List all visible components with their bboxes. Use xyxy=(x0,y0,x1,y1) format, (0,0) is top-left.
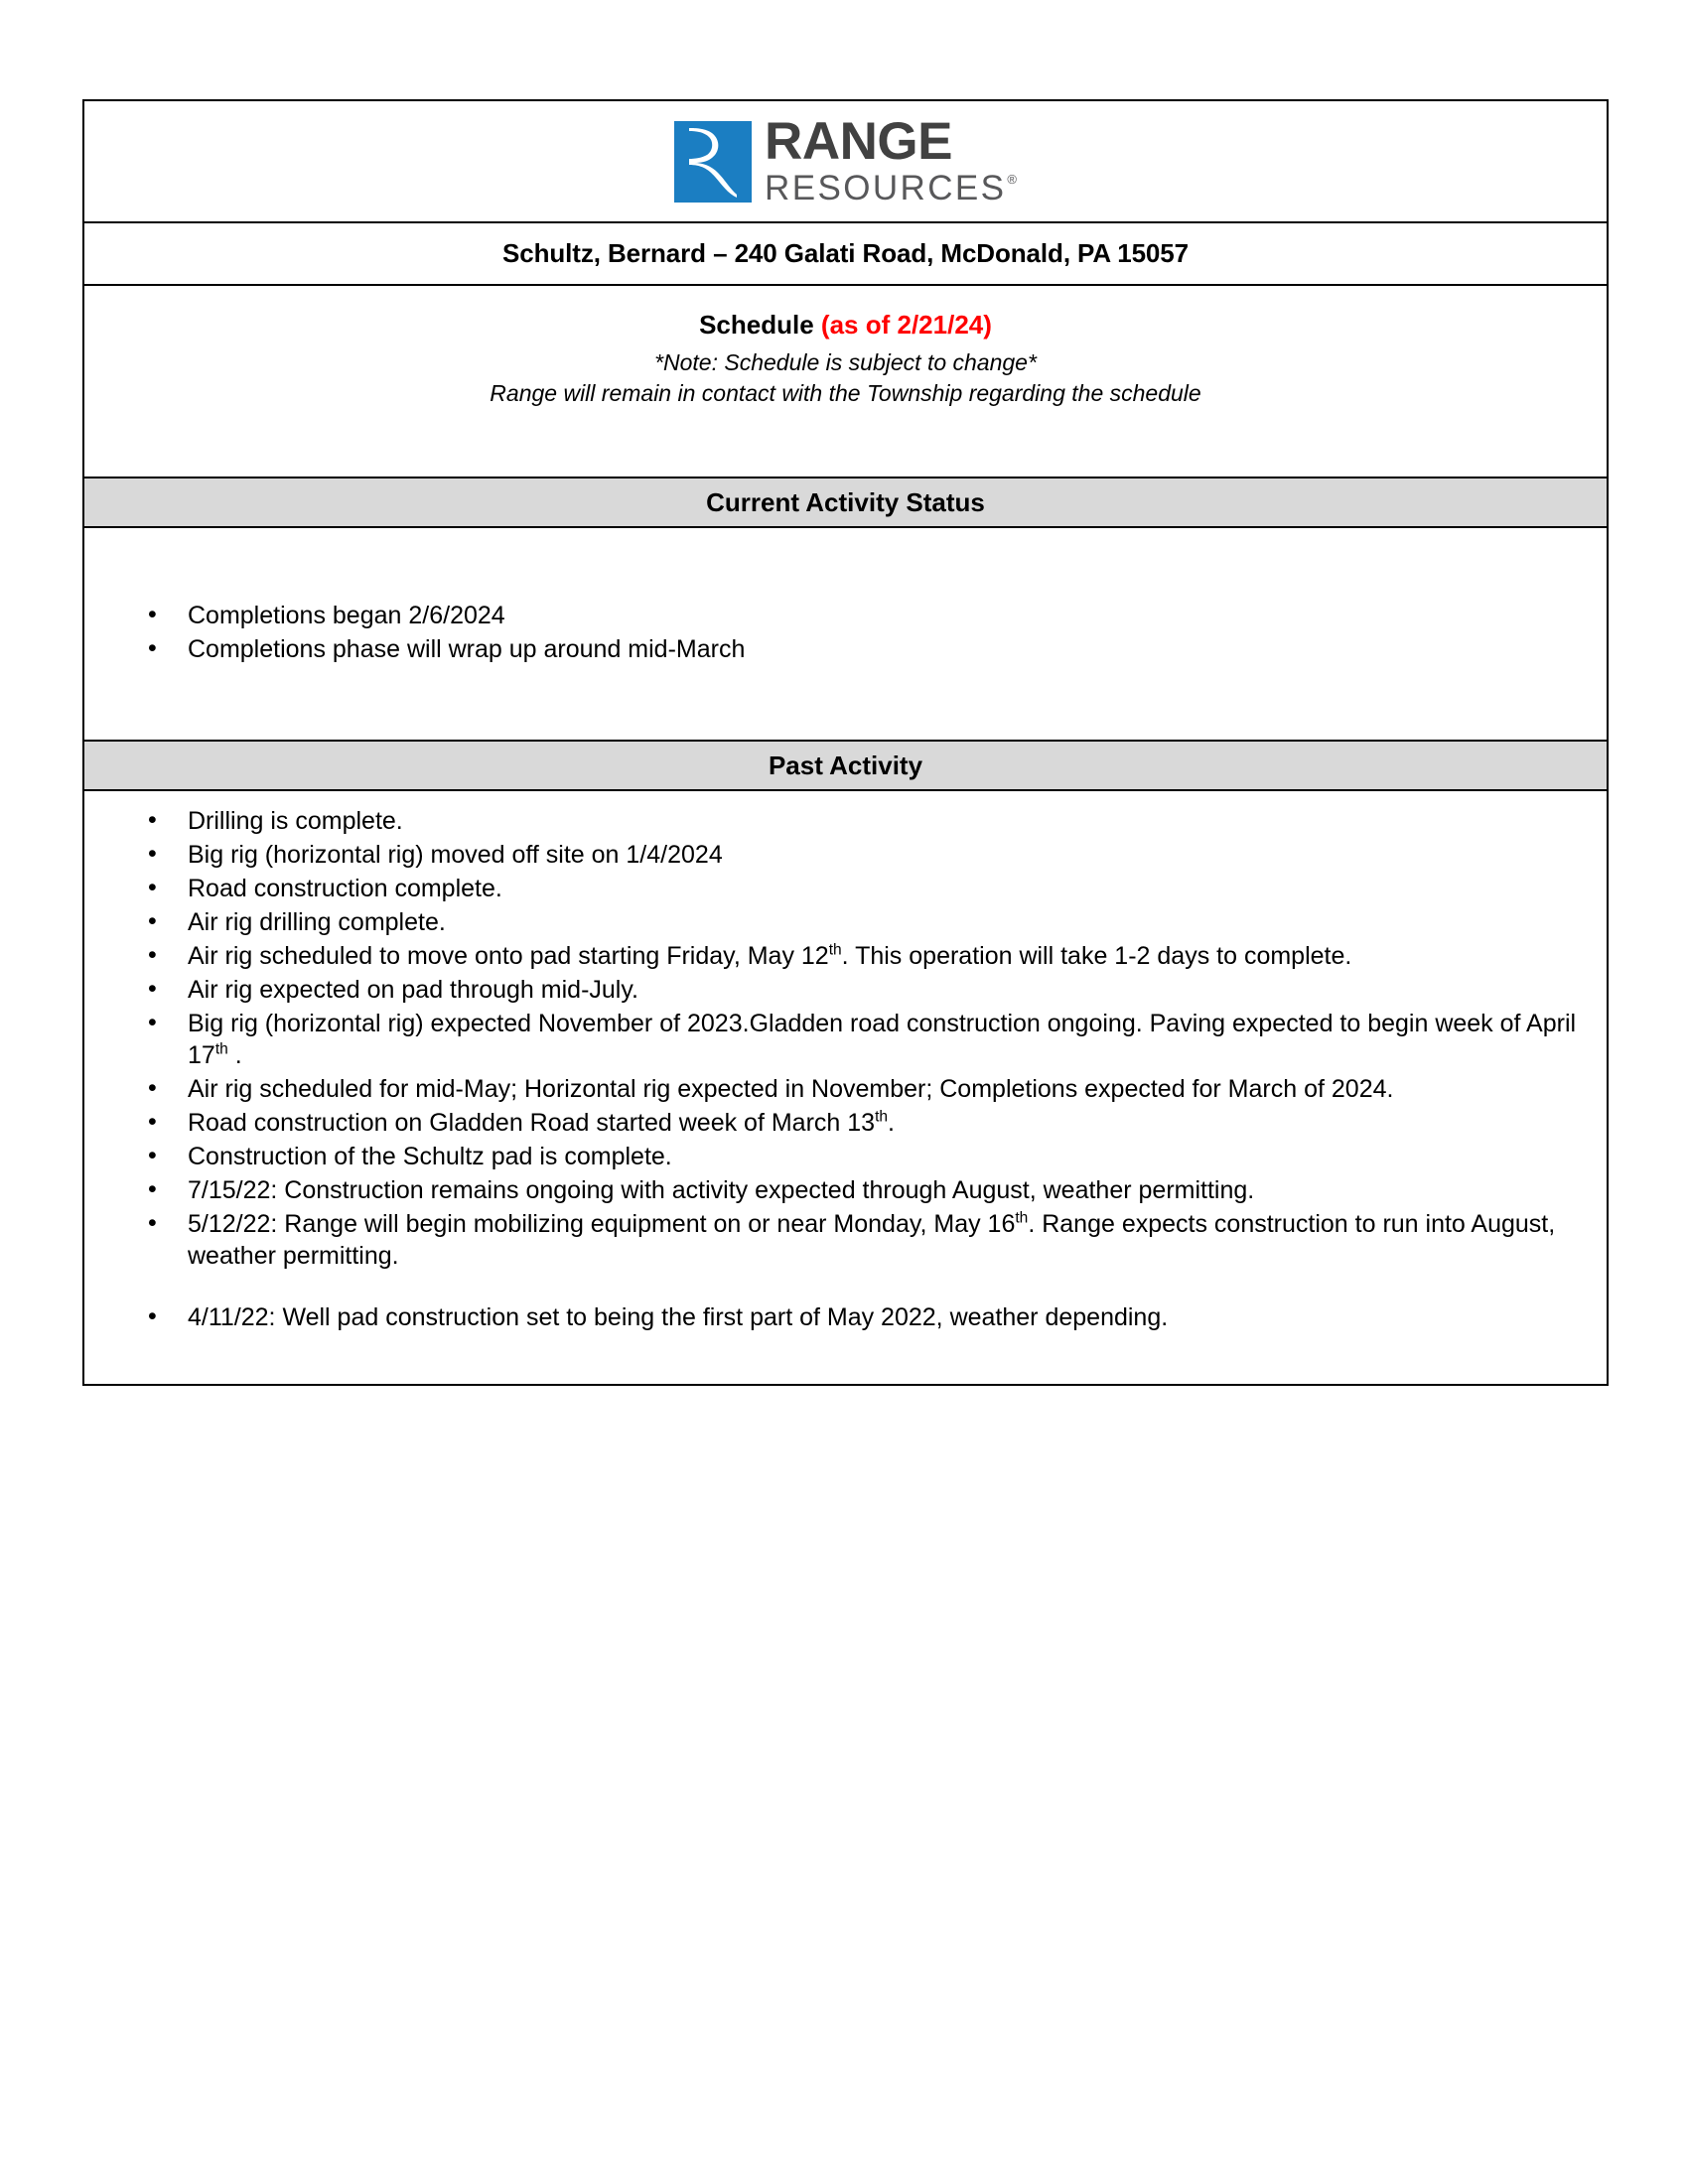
list-item-text-tail: . xyxy=(227,1041,242,1069)
list-item: • Air rig scheduled for mid-May; Horizontal rig expected in November; Completions expected for March of 2024. xyxy=(84,1073,1607,1105)
list-item-text: Air rig scheduled to move onto pad starting Friday, May 12 xyxy=(188,942,829,970)
list-item xyxy=(84,940,1607,972)
logo-resources-text: RESOURCES xyxy=(765,168,1007,207)
range-r-mark-icon xyxy=(674,121,752,203)
list-item: • Construction of the Schultz pad is complete. xyxy=(84,1141,1607,1172)
current-activity-body xyxy=(84,528,1607,742)
ordinal-suffix: th xyxy=(828,941,842,959)
list-item-text: Big rig (horizontal rig) expected November of 2023.Gladden road construction ongoing. Paving expected to begin week of April 17 xyxy=(188,1010,1577,1069)
schedule-title xyxy=(84,310,1607,341)
logo-row xyxy=(84,101,1607,223)
list-item-text-tail: . This operation will take 1-2 days to complete. xyxy=(841,942,1352,970)
list-item xyxy=(84,1208,1607,1272)
schedule-as-of-date: (as of 2/21/24) xyxy=(820,310,992,340)
range-resources-logo xyxy=(674,112,1017,207)
list-item: • Road construction complete. xyxy=(84,873,1607,904)
ordinal-suffix: th xyxy=(214,1040,228,1058)
schedule-document-table xyxy=(82,99,1609,1386)
ordinal-suffix: th xyxy=(875,1108,889,1126)
property-address: Schultz, Bernard – 240 Galati Road, McDonald, PA 15057 xyxy=(501,238,1190,268)
current-activity-status-label: Current Activity Status xyxy=(706,486,985,517)
past-activity-label: Past Activity xyxy=(768,750,923,780)
schedule-row xyxy=(84,286,1607,478)
past-activity-list xyxy=(84,805,1607,1333)
list-item: • Completions phase will wrap up around mid-March xyxy=(84,633,1607,665)
current-activity-list xyxy=(84,600,1607,665)
list-item: • 4/11/22: Well pad construction set to being the first part of May 2022, weather depending. xyxy=(84,1301,1607,1333)
list-item: • Big rig (horizontal rig) moved off site on 1/4/2024 xyxy=(84,839,1607,871)
list-item-text-tail: . Range expects construction to run into August, weather permitting. xyxy=(188,1210,1556,1270)
list-item-text: Road construction on Gladden Road started week of March 13 xyxy=(188,1109,876,1137)
list-item xyxy=(84,1107,1607,1139)
list-item xyxy=(84,1008,1607,1071)
registered-trademark-icon: ® xyxy=(1007,171,1017,187)
list-item: • Drilling is complete. xyxy=(84,805,1607,837)
past-activity-body xyxy=(84,791,1607,1384)
current-activity-status-header xyxy=(84,478,1607,528)
schedule-title-label: Schedule xyxy=(699,310,821,340)
ordinal-suffix: th xyxy=(1015,1209,1029,1227)
past-activity-header xyxy=(84,742,1607,791)
list-item: • Completions began 2/6/2024 xyxy=(84,600,1607,631)
list-item-text: 5/12/22: Range will begin mobilizing equipment on or near Monday, May 16 xyxy=(188,1210,1016,1238)
list-item-text-tail: . xyxy=(888,1109,895,1137)
schedule-note-line-2: Range will remain in contact with the Township regarding the schedule xyxy=(490,380,1201,407)
list-item: • Air rig expected on pad through mid-July. xyxy=(84,974,1607,1006)
schedule-note-line-1: *Note: Schedule is subject to change* xyxy=(654,349,1037,375)
address-row xyxy=(84,223,1607,286)
list-item: • 7/15/22: Construction remains ongoing with activity expected through August, weather permitting. xyxy=(84,1174,1607,1206)
logo-range-text: RANGE xyxy=(765,112,952,172)
list-item: • Air rig drilling complete. xyxy=(84,906,1607,938)
logo-wordmark xyxy=(765,112,1017,207)
